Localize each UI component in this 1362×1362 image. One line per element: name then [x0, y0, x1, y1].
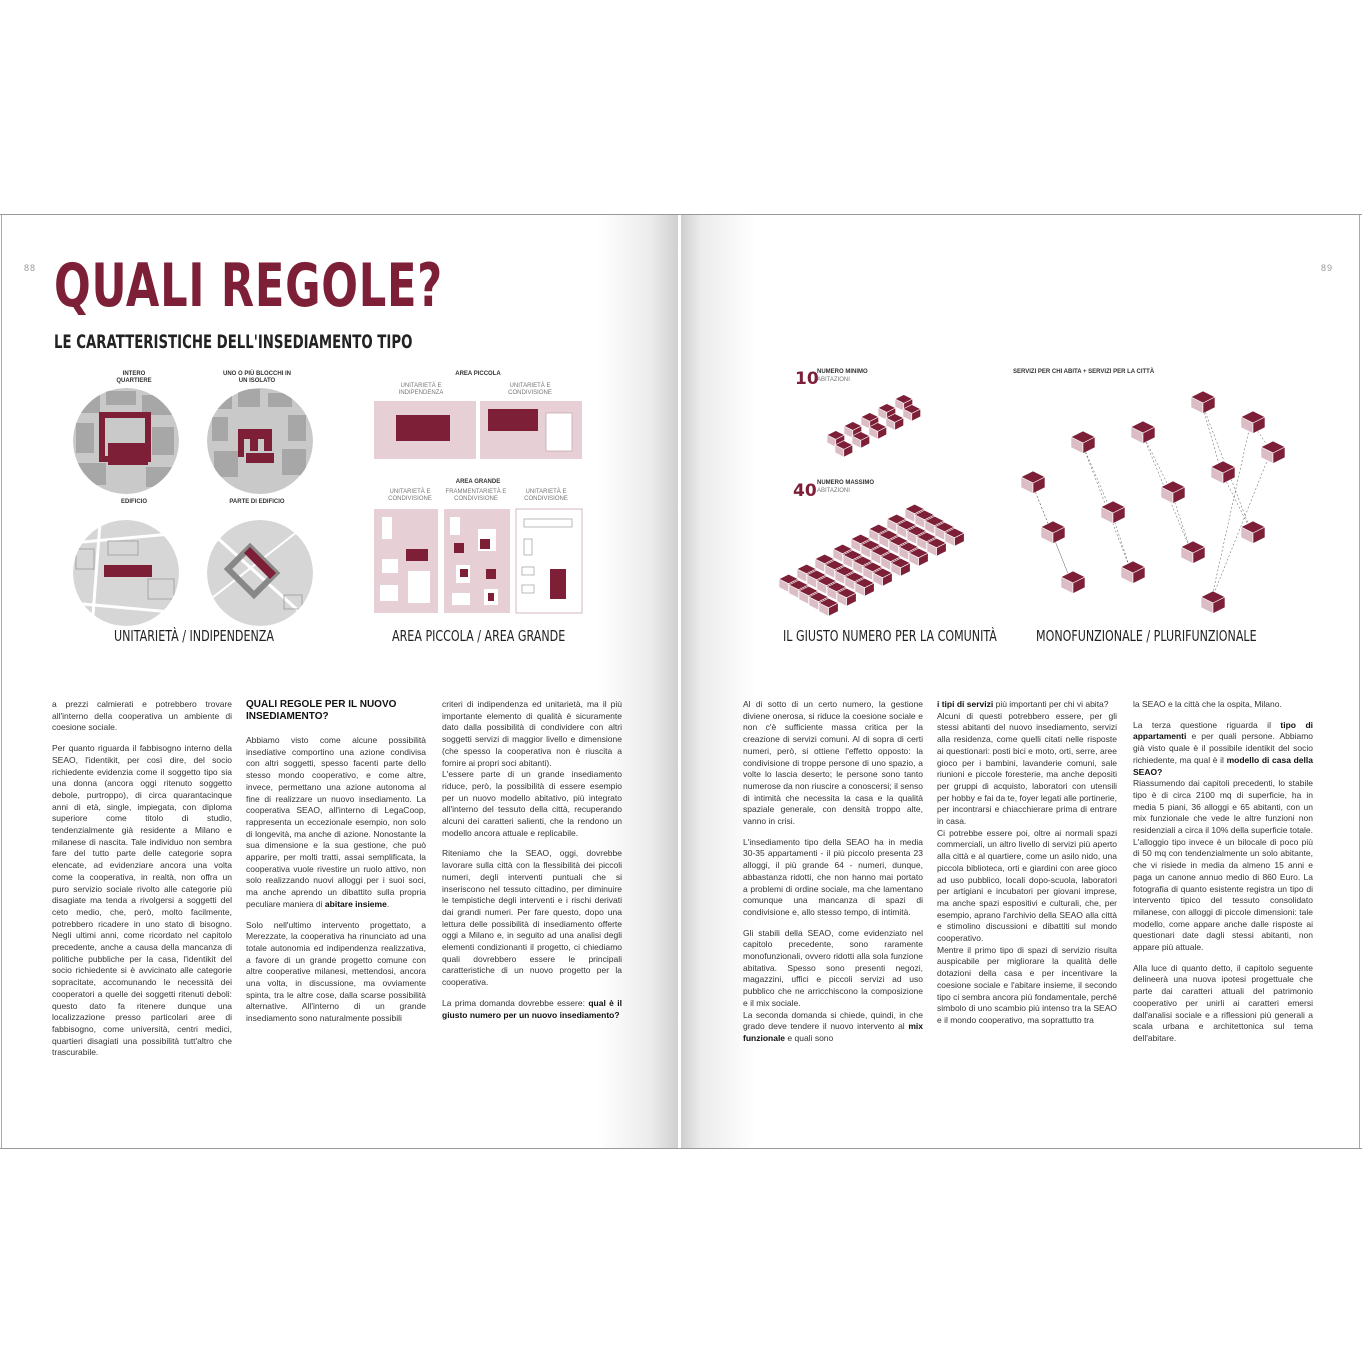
house-icon	[1041, 521, 1065, 544]
map-label-edificio: EDIFICIO	[120, 499, 147, 505]
label-servizi: SERVIZI PER CHI ABITA + SERVIZI PER LA CITTÀ	[1013, 369, 1155, 375]
map-label-blocchi: UNO O PIÙ BLOCCHI IN UN ISOLATO	[222, 371, 291, 384]
area-grande-title: AREA GRANDE	[455, 479, 501, 485]
area-piccola-label-2: UNITARIETÀ E CONDIVISIONE	[508, 383, 552, 396]
house-icon	[1061, 571, 1085, 594]
section-heading: QUALI REGOLE PER IL NUOVO INSEDIAMENTO?	[246, 699, 397, 722]
number-minimo: 10	[795, 369, 819, 389]
house-icon	[1101, 501, 1125, 524]
text-column-4	[743, 699, 923, 1054]
houses-forty-diagram	[773, 479, 1003, 609]
house-icon	[1021, 471, 1045, 494]
bold-text: mix funzionale	[743, 1021, 923, 1043]
house-icon	[1161, 481, 1185, 504]
text-column-6	[1133, 699, 1313, 1054]
paragraph: La seconda domanda si chiede, quindi, in che grado deve tendere il nuovo intervento al mix funzionale e quali sono	[743, 1009, 923, 1043]
bold-text: modello di casa della SEAO?	[1133, 754, 1313, 777]
area-grande-label-1: UNITARIETÀ E CONDIVISIONE	[388, 489, 432, 502]
area-grande-label-3: UNITARIETÀ E CONDIVISIONE	[524, 489, 568, 502]
paragraph: Riteniamo che la SEAO, oggi, dovrebbe lavorare sulla città con la flessibilità dei piccoli numeri, degli interventi puntuali che si inseriscono nel tessuto cittadino, per diminuire le tempistiche degli interventi e i rischi derivati dai grandi numeri. Per fare questo, dopo una lettura delle possibilità di insediamento offerte oggi a Milano e, in seguito ad una analisi degli elementi condizionanti il progetto, ci chiediamo quali dovrebbero essere le principali caratteristiche di un nuovo progetto per la cooperativa.	[442, 848, 622, 988]
services-network-diagram	[1001, 377, 1291, 617]
house-icon	[1201, 591, 1225, 614]
paragraph: Alla luce di quanto detto, il capitolo seguente delineerà una nuova ipotesi progettuale che parte dai caratteri attuali del patrimonio cooperativo per unirli ai caratteri emersi dall'analisi sociale e a riflessioni più generali a scala urbana e architettonica sul tema dell'abitare.	[1133, 962, 1313, 1043]
text-column-3	[442, 699, 622, 1030]
paragraph: L'essere parte di un grande insediamento riduce, però, la possibilità di essere esempio per un nuovo modello abitativo, più integrato all'interno del tessuto della città, recuperando alcuni dei caratteri salienti, che la rendono un modello ancora attuale e replicabile.	[442, 769, 622, 838]
bold-text: i tipi di servizi	[937, 699, 994, 709]
label-abitazioni-max: ABITAZIONI	[817, 488, 850, 494]
paragraph: Riassumendo dai capitoli precedenti, lo stabile tipo è di circa 2100 mq di superficie, ha in media 5 piani, 36 alloggi e 65 abitanti, con un mix funzionale che vede le altre funzioni non residenziali a circa il 10% della superficie totale. L'alloggio tipo invece è un bilocale di poco più di 50 mq con tendenzialmente un solo abitante, che vi risiede in media da almeno 15 anni e paga un canone annuo medio di 860 Euro. La fotografia di quanto esistente registra un tipo di intervento tipico del tessuto consolidato milanese, con alloggi di piccole dimensioni: tale modello, come appare anche dalle risposte ai questionari date dagli stessi abitanti, non appare più attuale.	[1133, 778, 1314, 953]
urban-scale-maps	[62, 383, 322, 633]
house-icon	[1241, 521, 1265, 544]
paragraph: a prezzi calmierati e potrebbero trovare all'interno della cooperativa un ambiente di coesione sociale.	[52, 699, 232, 733]
caption-unitarieta: UNITARIETÀ / INDIPENDENZA	[114, 627, 275, 645]
paragraph: Solo nell'ultimo intervento progettato, a Merezzate, la cooperativa ha rinunciato ad una totale autonomia ed indipendenza realizzativa, a favore di un grande progetto comune con altre cooperative milanesi, mettendosi, ancora una volta, in discussione, ma ovviamente spinta, tra le altre cose, dalla scarse possibilità alternative. All'interno di un grande insediamento sono naturalmente possibili	[246, 919, 426, 1024]
page-number-right: 89	[1321, 263, 1334, 273]
house-icon	[1181, 541, 1205, 564]
house-icon	[1241, 411, 1265, 434]
area-grande-label-2: FRAMMENTARIETÀ E CONDIVISIONE	[445, 489, 507, 502]
bold-text: abitare insieme	[324, 898, 387, 909]
magazine-spread	[0, 214, 1362, 1149]
caption-area: AREA PICCOLA / AREA GRANDE	[392, 627, 566, 645]
area-grande-diagram	[374, 509, 584, 615]
house-icon	[1121, 561, 1145, 584]
paragraph: L'insediamento tipo della SEAO ha in media 30-35 appartamenti - il più piccolo presenta 23 alloggi, il più grande 64 - numeri, dunque, abbastanza ridotti, che non hanno mai portato a problemi di ordine sociale, ma che lamentano comunque una mancanza di spazi di condivisione e, allo stesso tempo, di intimità.	[743, 836, 923, 917]
caption-monofunzionale: MONOFUNZIONALE / PLURIFUNZIONALE	[1036, 627, 1257, 645]
paragraph: Gli stabili della SEAO, come evidenziato nel capitolo precedente, sono raramente monofunzionali, ovvero ridotti alla sola funzione abitativa. Spesso sono presenti negozi, magazzini, uffici e piccoli servizi ad uso pubblico che ne arricchiscono la composizione e il mix sociale.	[743, 927, 923, 1008]
left-page	[1, 215, 678, 1148]
map-circle-blocchi	[207, 388, 313, 494]
text-column-2	[246, 699, 426, 1034]
map-circle-parte-edificio	[207, 520, 313, 626]
bold-question: qual è il giusto numero per un nuovo insediamento?	[442, 997, 622, 1020]
page-number-left: 88	[24, 263, 37, 273]
bold-text: tipo di appartamenti	[1133, 719, 1313, 742]
paragraph: Abbiamo visto come alcune possibilità insediative comportino una azione condivisa con altri soggetti, spesso facenti parte dello stesso mondo cooperativo, e come altre, invece, permettano una azione autonoma al fine di realizzare un nuovo insediamento. La cooperativa SEAO, all'interno di LegaCoop, rappresenta un eccezionale esempio, non solo di longevità, ma anche di azione. Nonostante la sua dimensione e la sua gestione, che può apparire, per molti tratti, assai semplificata, la cooperativa vuole rivestire un ruolo attivo, non solo realizzando nuovi alloggi per i suoi soci, ma anche aprendo un dibattito sulla propria peculiare maniera di abitare insieme.	[246, 735, 426, 909]
paragraph: Alcuni di questi potrebbero essere, per gli stessi abitanti del nuovo insediamento, servizi alla residenza, come quelli citati nelle risposte ai questionari: posti bici e moto, orti, serre, aree gioco per i bambini, lavanderie comuni, sale riunioni e piccole foresterie, ma anche depositi per gruppi di acquisto, laboratori con utensili per hobby e fai da te, foyer legati alle portinerie, per incontrarsi e chiacchierare prima di entrare in casa.	[937, 710, 1117, 827]
network-link	[1211, 421, 1251, 601]
label-abitazioni-min: ABITAZIONI	[817, 377, 850, 383]
paragraph: La prima domanda dovrebbe essere: qual è il giusto numero per un nuovo insediamento?	[442, 997, 622, 1020]
map-label-parte-edificio: PARTE DI EDIFICIO	[229, 499, 285, 505]
label-numero-massimo: NUMERO MASSIMO	[817, 480, 874, 486]
text-column-5	[937, 699, 1117, 1036]
paragraph: Per quanto riguarda il fabbisogno interno della SEAO, l'identikit, per così dire, del socio richiedente evidenzia come il soggetto tipo sia una donna (ancora oggi ritenuto soggetto debole, purtroppo), di circa quarantacinque anni di età, single, impiegata, con diploma superiore come titolo di studio, tendenzialmente già residente a Milano e milanese di nascita. Tale individuo non sembra fare del tutto parte delle categorie sopra elencate, ad evidenziare ancora una volta come la cooperativa, in realtà, non offra un puro servizio sociale rivolto alle categorie più disagiate ma tenda a rivolgersi a soggetti del ceto medio, che, però, molto facilmente, potrebbero ricadere in uno stato di bisogno. Negli ultimi anni, come ricordato nel capitolo precedente, anche a causa della mancanza di politiche pubbliche per la casa, l'identikit del socio richiedente si è avvicinato alle categorie sopracitate, accomunando le necessità dei cooperatori a quelle dei soggetti ritenuti deboli: questo dato fa ritenere dunque una localizzazione presso particolari aree di fabbisogno, come università, centri medici, quartieri disagiati una possibilità tutt'altro che trascurabile.	[52, 743, 232, 1058]
caption-giusto-numero: IL GIUSTO NUMERO PER LA COMUNITÀ	[783, 627, 997, 645]
right-page	[681, 215, 1360, 1148]
area-piccola-diagram	[374, 401, 584, 461]
house-icon	[1071, 431, 1095, 454]
paragraph: la SEAO e la città che la ospita, Milano.	[1133, 699, 1282, 709]
page-subtitle: LE CARATTERISTICHE DELL'INSEDIAMENTO TIPO	[54, 331, 413, 353]
map-circle-quartiere	[73, 388, 179, 494]
house-icon	[1191, 391, 1215, 414]
paragraph: La terza questione riguarda il tipo di appartamenti e per quali persone. Abbiamo già visto quale è il possibile identikit del socio richiedente, ma qual è il modello di casa della SEAO?	[1133, 719, 1313, 777]
house-icon	[1261, 441, 1285, 464]
paragraph: criteri di indipendenza ed unitarietà, ma il più importante elemento di qualità è sicuramente dato dalla possibilità di condividere con altri soggetti servizi di maggior livello e dimensione (che spesso la cooperativa non è riuscita a fornire ai propri soci abitanti).	[442, 699, 622, 768]
paragraph: Al di sotto di un certo numero, la gestione diviene onerosa, si riduce la coesione sociale e non c'è sufficiente massa critica per la creazione di servizi comuni. Al di sopra di certi numeri, però, si ottiene l'effetto opposto: la condivisione di troppe persone di uno spazio, a volte lo lascia deserto; le persone sono tanto numerose da non riuscire a conoscersi; il senso di intimità che necessita la casa e la qualità spaziale generale, con densità troppo alte, vanno in crisi.	[743, 699, 923, 827]
number-massimo: 40	[793, 481, 817, 501]
page-title: QUALI REGOLE?	[54, 251, 443, 321]
paragraph: Ci potrebbe essere poi, oltre ai normali spazi commerciali, un altro livello di servizi più aperto alla città e al quartiere, come un asilo nido, una piccola biblioteca, orti e giardini con aree gioco ad uso pubblico, locali dopo-scuola, laboratori per artigiani e incubatori per giovani imprese, ma anche spazi espositivi e culturali, che, per esempio, aprano l'archivio della SEAO alla città e stimolino discussioni e dibattiti sul mondo cooperativo.	[937, 827, 1117, 944]
area-piccola-label-1: UNITARIETÀ E INDIPENDENZA	[398, 383, 444, 396]
map-label-quartiere: INTERO QUARTIERE	[116, 371, 152, 384]
area-piccola-title: AREA PICCOLA	[455, 371, 501, 377]
paragraph: Mentre il primo tipo di spazi di servizio risulta auspicabile per migliorare la qualità delle dotazioni della casa e per incentivare la coesione sociale e l'abitare insieme, il secondo tipo ci sembra ancora più fondamentale, perché simbolo di uno scambio più intenso tra la SEAO e il mondo cooperativo, ma soprattutto tra	[937, 944, 1117, 1025]
map-circle-edificio	[72, 520, 182, 628]
paragraph: i tipi di servizi più importanti per chi vi abita?	[937, 699, 1109, 709]
label-numero-minimo: NUMERO MINIMO	[817, 369, 868, 375]
house-icon	[1131, 421, 1155, 444]
text-column-1	[52, 699, 232, 1068]
